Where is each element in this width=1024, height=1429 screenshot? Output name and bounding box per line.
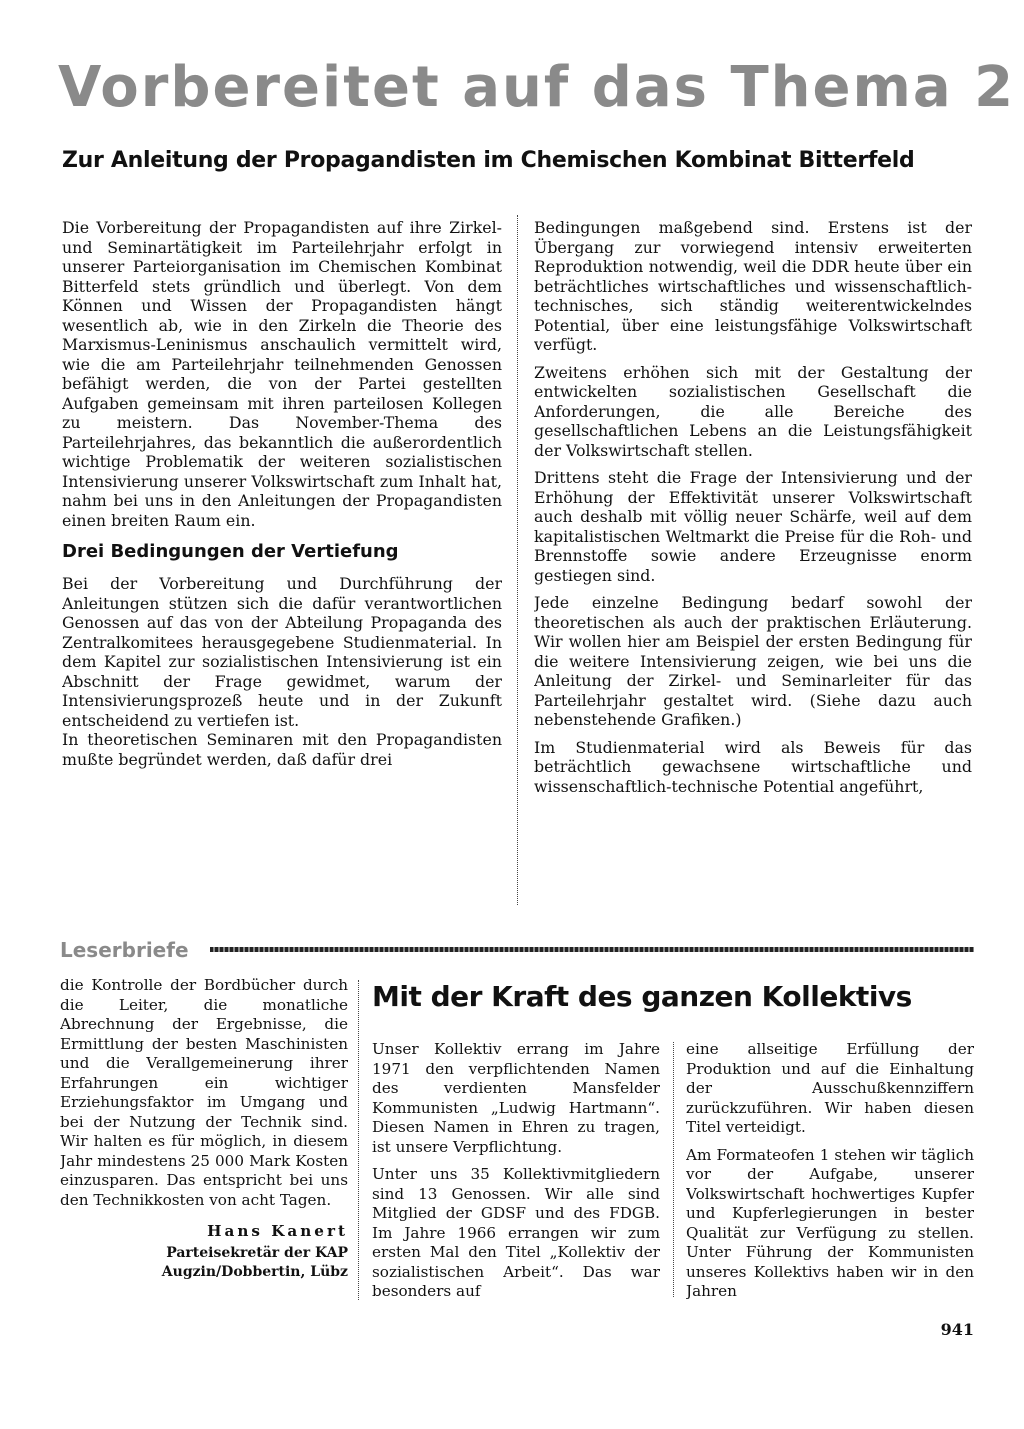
- article-paragraph: Drittens steht die Frage der Intensivierung und der Erhöhung der Effektivität unserer Volkswirtschaft auch deshalb mit völlig neuer Schärfe, weil auf dem kapitalistischen Weltmarkt die Preise für die Roh- und Brennstoffe sowie andere Erzeugnisse enorm gestiegen sind.: [534, 468, 972, 585]
- column-divider: [358, 980, 359, 1300]
- article-paragraph: Zweitens erhöhen sich mit der Gestaltung der entwickelten sozialistischen Gesellschaft die Anforderungen, die alle Bereiche des gesellschaftlichen Lebens an die Leistungsfähigkeit der Volkswirtschaft stellen.: [534, 362, 972, 460]
- column-divider: [517, 215, 518, 905]
- article2-headline: Mit der Kraft des ganzen Kollektivs: [372, 980, 912, 1013]
- letters-section-header: [60, 937, 974, 963]
- article-column-2: [534, 218, 972, 908]
- page-subtitle: Zur Anleitung der Propagandisten im Chemischen Kombinat Bitterfeld: [62, 148, 915, 173]
- letter-paragraph: die Kontrolle der Bordbücher durch die Leiter, die monatliche Abrechnung der Ergebnisse, die Ermittlung der besten Maschinisten und die Verallgemeinerung ihrer Erfahrungen ein wichtiger Erziehungsfaktor im Umgang und bei der Nutzung der Technik sind. Wir halten es für möglich, in diesem Jahr mindestens 25 000 Mark Kosten einzusparen. Das entspricht bei uns den Technikkosten von acht Tagen.: [60, 976, 348, 1209]
- letter-column: [60, 976, 348, 1321]
- article-paragraph: Unser Kollektiv errang im Jahre 1971 den verpflichtenden Namen des verdienten Mansfelder Kommunisten „Ludwig Hartmann“. Diesen Namen in Ehren zu tragen, ist unsere Verpflichtung.: [372, 1040, 660, 1156]
- letters-label: Leserbriefe: [60, 938, 189, 962]
- article-paragraph: Unter uns 35 Kollektivmitgliedern sind 13 Genossen. Wir alle sind Mitglied der GDSF und des FDGB. Im Jahre 1966 errangen wir zum ersten Mal den Titel „Kollektiv der sozialistischen Arbeit“. Das war besonders auf: [372, 1165, 660, 1300]
- article-paragraph: Bei der Vorbereitung und Durchführung der Anleitungen stützen sich die dafür verantwortlichen Genossen auf das von der Abteilung Propaganda des Zentralkomitees herausgegebene Studienmaterial. In dem Kapitel zur sozialistischen Intensivierung ist ein Abschnitt der Frage gewidmet, warum der Intensivierungsprozeß heute und in der Zukunft entscheidend zu vertiefen ist.: [62, 574, 502, 730]
- article-paragraph: Jede einzelne Bedingung bedarf sowohl der theoretischen als auch der praktischen Erläuterung. Wir wollen hier am Beispiel der ersten Bedingung für die weitere Intensivierung zeigen, wie bei uns die Anleitung der Zirkel- und Seminarleiter für das Parteilehrjahr gestaltet wird. (Siehe dazu auch nebenstehende Grafiken.): [534, 593, 972, 729]
- section-rule: [210, 947, 974, 952]
- article2-column-2: [686, 1040, 974, 1310]
- letter-signature-role: Parteisekretär der KAP: [166, 1244, 348, 1261]
- page-title: Vorbereitet auf das Thema 2: [58, 55, 1016, 120]
- article-column-1: [62, 218, 502, 908]
- article-intro-paragraph: Die Vorbereitung der Propagandisten auf ihre Zirkel- und Seminartätigkeit im Parteilehrjahr erfolgt in unserer Parteiorganisation im Chemischen Kombinat Bitterfeld stets gründlich und überlegt. Von dem Können und Wissen der Propagandisten hängt wesentlich ab, wie in den Zirkeln die Theorie des Marxismus-Leninismus anschaulich vermittelt wird, wie die am Parteilehrjahr teilnehmenden Genossen befähigt werden, die von der Partei gestellten Aufgaben gemeinsam mit ihren parteilosen Kollegen zu meistern. Das November-Thema des Parteilehrjahres, das bekanntlich die außerordentlich wichtige Problematik der weiteren sozialistischen Intensivierung unserer Volkswirtschaft zum Inhalt hat, nahm bei uns in den Anleitungen der Propagandisten einen breiten Raum ein.: [62, 218, 502, 530]
- article2-column-1: [372, 1040, 660, 1310]
- letter-signature-name: Hans Kanert: [207, 1222, 348, 1240]
- article-paragraph: Bedingungen maßgebend sind. Erstens ist der Übergang zur vorwiegend intensiv erweiterten Reproduktion notwendig, weil die DDR heute über ein beträchtliches wirtschaftliches und wissenschaftlich-technisches, sich ständig weiterentwickelndes Potential, über eine leistungsfähige Volkswirtschaft verfügt.: [534, 218, 972, 354]
- article-paragraph: eine allseitige Erfüllung der Produktion und auf die Einhaltung der Ausschußkennziffern zurückzuführen. Wir haben diesen Titel verteidigt.: [686, 1040, 974, 1136]
- article-paragraph: Am Formateofen 1 stehen wir täglich vor der Aufgabe, unserer Volkswirtschaft hochwertiges Kupfer und Kupferlegierungen in bester Qualität zur Verfügung zu stellen. Unter Führung der Kommunisten unseres Kollektivs haben wir in den Jahren: [686, 1145, 974, 1300]
- column-divider: [673, 1042, 674, 1297]
- article-paragraph: Im Studienmaterial wird als Beweis für das beträchtlich gewachsene wirtschaftliche und wissenschaftlich-technische Potential angeführt,: [534, 737, 972, 796]
- letter-signature-place: Augzin/Dobbertin, Lübz: [161, 1264, 348, 1280]
- section-heading: Drei Bedingungen der Vertiefung: [62, 541, 399, 562]
- article-paragraph: In theoretischen Seminaren mit den Propagandisten mußte begründet werden, daß dafür drei: [62, 730, 502, 769]
- page-number: 941: [940, 1320, 974, 1339]
